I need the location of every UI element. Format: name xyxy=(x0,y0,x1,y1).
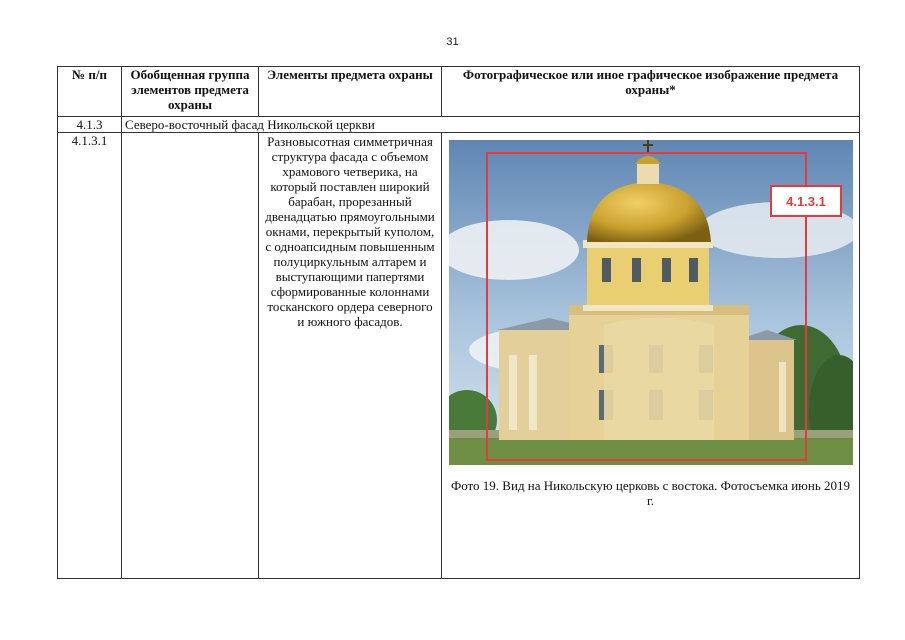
row-number: 4.1.3.1 xyxy=(58,133,122,579)
photo-caption: Фото 19. Вид на Никольскую церковь с востока. Фотосъемка июнь 2019 г. xyxy=(450,478,851,508)
page-number: 31 xyxy=(446,36,459,48)
header-num: № п/п xyxy=(58,67,122,117)
table-header-row xyxy=(58,67,860,117)
section-title: Северо-восточный фасад Никольской церкви xyxy=(122,117,860,133)
section-row xyxy=(58,117,860,133)
header-image: Фотографическое или иное графическое изображение предмета охраны* xyxy=(442,67,860,117)
header-elements: Элементы предмета охраны xyxy=(259,67,442,117)
table-row xyxy=(58,133,860,579)
header-group: Обобщенная группа элементов предмета охраны xyxy=(122,67,259,117)
protection-table xyxy=(57,66,860,579)
church-photo xyxy=(449,140,853,465)
row-description: Разновысотная симметричная структура фасада с объемом храмового четверика, на который поставлен широкий барабан, прорезанный двенадцатью прямоугольными окнами, перекрытый куполом, с одноапсидным повышенным полуциркульным алтарем и выступающими папертями сформированные колоннами тосканского ордера северного и южного фасадов. xyxy=(259,133,442,579)
section-number: 4.1.3 xyxy=(58,117,122,133)
row-group xyxy=(122,133,259,579)
marker-frame xyxy=(486,152,807,461)
marker-label: 4.1.3.1 xyxy=(770,185,842,217)
photo-cell xyxy=(442,133,860,579)
